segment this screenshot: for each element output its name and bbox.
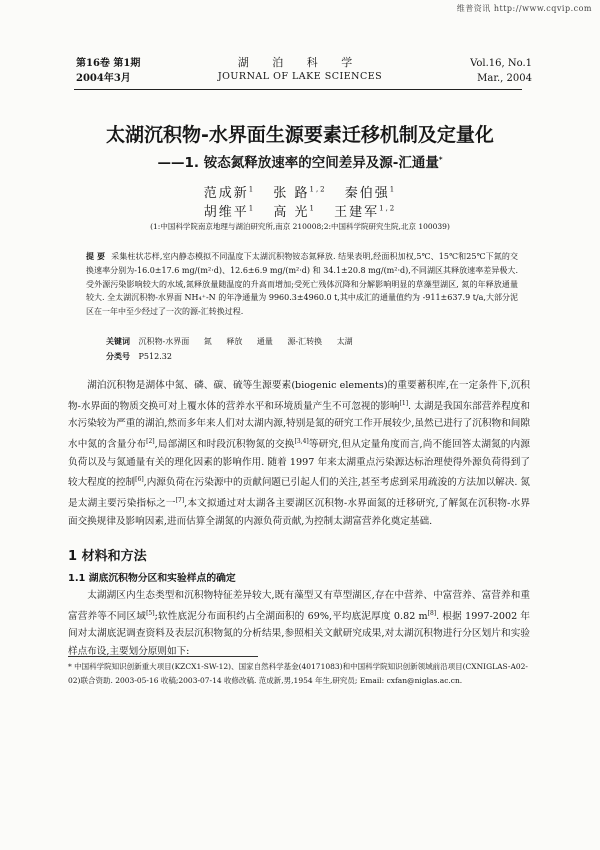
citation: [3,4] [294,437,309,445]
citation: [7] [175,497,185,505]
section-paragraph: 太湖湖区内生态类型和沉积物特征差异较大,既有藻型又有草型湖区,存在中营养、中富营养、富营养和重富营养等不同区域[5];软性底泥分布面积约占全湖面积的 69%,平均底泥厚度 0.82 m[8]. 根据 1997-2002 年间对太湖底泥调查资料及表层沉积物氮的分析结果,参照相关文献研究成果,对太湖沉积物进行分区划片和实验样点布设,主要划分原则如下: [68,590,530,657]
author: 范成新$^1$ [203,185,256,201]
keyword: 释放 [226,337,243,346]
affiliation: (1:中国科学院南京地理与湖泊研究所,南京 210008;2:中国科学院研究生院,北京 100039) [150,222,450,231]
author-line-2 [0,201,600,220]
classification-label: 分类号 [106,352,130,361]
author: 高 光$^1$ [273,204,316,220]
paper-subtitle [0,151,600,171]
keyword: 太湖 [336,337,353,346]
citation: [8] [427,609,437,617]
author: 王建军$^{1,2}$ [334,204,397,220]
author-line-1 [0,182,600,201]
citation: [2] [146,437,155,445]
keyword: 通量 [256,337,273,346]
journal-name-en: JOURNAL OF LAKE SCIENCES [217,71,383,82]
paper-title: 太湖沉积物-水界面生源要素迁移机制及定量化 [106,124,494,146]
keyword: 沉积物-水界面 [138,337,190,346]
journal-volume-en [470,56,532,86]
section-heading: 1 材料和方法 [68,549,147,564]
classification [106,351,172,362]
volume-en: Vol.16, No.1 [470,58,532,69]
keywords-label: 关键词 [106,337,130,346]
date-cn: 2004年3月 [76,73,131,84]
classification-value: P512.32 [138,352,172,361]
footnote-text: 中国科学院知识创新重大项目(KZCX1-SW-12)、国家自然科学基金(40171083)和中国科学院知识创新领域前沿项目(CXNIGLAS-A02-02)联合资助. 2003-05-16 收稿;2003-07-14 收修改稿. 范成新,男,1954 年生,研究员; Email: cxfan@niglas.ac.cn. [68,662,528,685]
keyword: 源-汇转换 [287,337,323,346]
date-en: Mar., 2004 [477,73,532,84]
subsection-heading: 1.1 湖底沉积物分区和实验样点的确定 [68,573,236,584]
intro-paragraph: 湖泊沉积物是湖体中氮、磷、碳、硫等生源要素(biogenic elements)的重要蓄积库,在一定条件下,沉积物-水界面的物质交换可对上覆水体的营养水平和环境质量产生不可忽视的影响[1]. 太湖是我国东部营养程度和水污染较为严重的湖泊,然而多年来人们对太湖内源,特别是氮的研究工作开展较少,虽然已进行了沉积物和间隙水中氮的含量分布[2],局部湖区和时段沉积物氮的交换[3,4]等研究,但从定量角度而言,尚不能回答太湖氮的内源负荷以及与氮通量有关的理化因素的影响作用. 随着 1997 年来太湖重点污染源达标治理使得外源负荷得到了较大程度的控制[6],内源负荷在污染源中的贡献问题已引起人们的关注,甚至考虑到采用疏浚的方法加以解决. 氮是太湖主要污染指标之一[7],本文拟通过对太湖各主要湖区沉积物-水界面氮的迁移研究,了解氮在沉积物-水界面交换规律及影响因素,进而估算全湖氮的内源负荷贡献,为控制太湖富营养化奠定基础. [68,380,531,527]
footnote-rule [68,656,258,657]
keyword: 氮 [203,337,212,346]
abstract [86,250,518,319]
abstract-label: 提 要 [86,252,106,261]
citation: [6] [135,476,144,484]
citation: [5] [146,609,155,617]
keywords [106,336,365,347]
abstract-text: 采集柱状芯样,室内静态模拟不同温度下太湖沉积物铵态氮释放. 结果表明,经面积加权,5℃、15℃和25℃下氮的交换速率分别为-16.0±17.6 mg/(m²·d)、12.6±6.9 mg/(m²·d) 和 34.1±20.8 mg/(m²·d),不同湖区其释放速率差异极大. 受外源污染影响较大的水域,氮释放量随温度的升高而增加;受死亡残体沉降和分解影响明显的草藻型湖区, 氮的年释放通量较大. 全太湖沉积物-水界面 NH₄⁺-N 的年净通量为 9960.3±4960.0 t,其中成汇的通量值约为 -911±637.9 t/a,大部分泥区在一年中至少经过了一次的源-汇转换过程. [86,252,518,317]
subtitle-text: ——1. 铵态氮释放速率的空间差异及源-汇通量 [157,155,439,171]
footnote-mark: * [68,662,72,671]
citation: [1] [399,399,409,407]
journal-name-cn: 湖 泊 科 学 [237,56,363,69]
author: 张 路$^{1,2}$ [273,185,327,201]
subtitle-footnote-mark: * [438,155,443,164]
watermark: 维普资讯 http://www.cqvip.com [456,4,592,13]
footnote [68,660,530,687]
header-rule [74,89,522,90]
volume-cn: 第16卷 第1期 [76,58,141,69]
author: 胡维平$^1$ [203,204,256,220]
author: 秦伯强$^1$ [344,185,397,201]
